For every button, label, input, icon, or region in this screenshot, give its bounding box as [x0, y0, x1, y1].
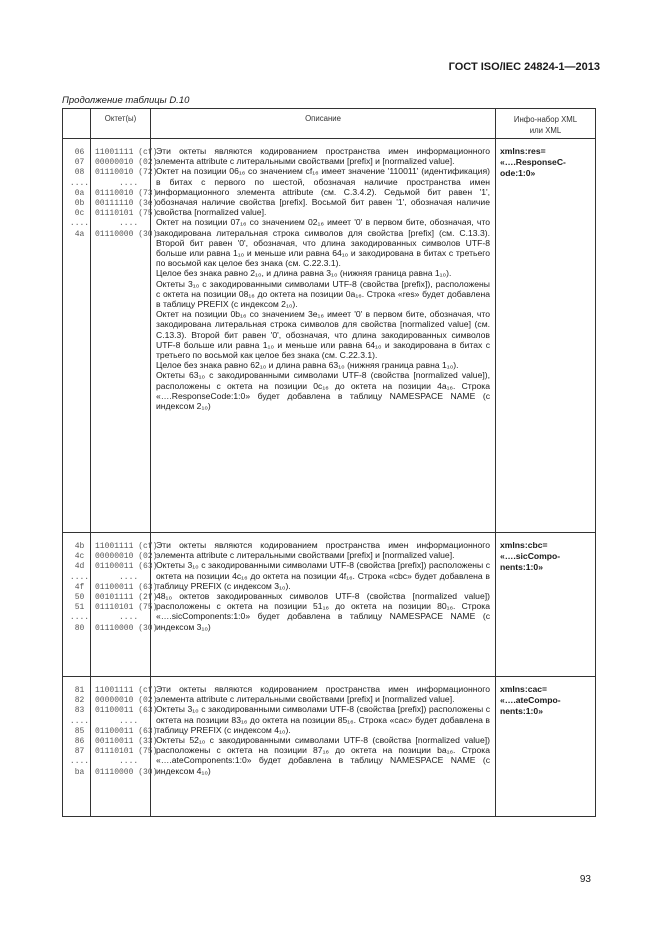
- description-paragraph: Целое без знака равно 2₁₀, и длина равна 3₁₀ (нижняя граница равна 1₁₀).: [156, 268, 452, 279]
- octets-cell: 11001111 (cf) 00000010 (02) 01100011 (63) .... 01100011 (63) 00110011 (33) 01110101 (75) .... 01110000 (30): [91, 677, 151, 817]
- description-paragraph: Октет на позиции 07₁₆ со значением 02₁₆ имеет '0' в первом бите, обозначая, что закодирована литеральная строка символов для свойства [prefix] (см. С.13.3). Второй бит равен '0', обозначая, что длина закодированных символов UTF-8 больше или равна 1₁₀ и меньше или равна 64₁₀ и закодирована в битах с третьего по восьмой как целое без знака (см. С.22.3.1).: [156, 217, 490, 269]
- description-paragraph: Октеты 52₁₀ с закодированными символами UTF-8 (свойства [normalized value]) расположены с октета на позиции 87₁₆ до октета на позиции ba₁₆. Строка «….ateComponents:1:0» будет добавлена в таблицу NAMESPACE NAME (с индексом 4₁₀): [156, 735, 490, 776]
- position-cell: 81 82 83 .... 85 86 87 .... ba: [63, 677, 91, 817]
- header-description: Описание: [151, 109, 496, 139]
- description-cell: [151, 533, 496, 677]
- description-paragraph: Целое без знака равно 62₁₀ и длина равна 63₁₀ (нижняя граница равна 1₁₀).: [156, 360, 459, 371]
- description-cell: [151, 139, 496, 533]
- header-position: [63, 109, 91, 139]
- octets-cell: 11001111 (cf) 00000010 (02) 01100011 (63) .... 01100011 (63) 00101111 (2f) 01110101 (75) .... 01110000 (30): [91, 533, 151, 677]
- description-paragraph: Эти октеты являются кодированием пространства имен информационного элемента attribute с литеральными свойствами [prefix] и [normalized value].: [156, 540, 490, 561]
- document-header: ГОСТ ISO/IEC 24824-1—2013: [448, 61, 600, 73]
- octets-cell: 11001111 (cf) 00000010 (02) 01110010 (72) .... 01110010 (73) 00111110 (3e) 01110101 (75) .... 01110000 (30): [91, 139, 151, 533]
- position-cell: 06 07 08 .... 0a 0b 0c .... 4a: [63, 139, 91, 533]
- description-paragraph: Октет на позиции 0b₁₆ со значением 3e₁₆ имеет '0' в первом бите, обозначая, что закодирована литеральная строка символов для свойства [normalized value] (см. С.13.3). Второй бит равен '0', обозначая, что длина закодированных символов UTF-8 больше или равна 1₁₀ и меньше или равна 64₁₀ и закодирована в битах с третьего по восьмой как целое без знака (см. С.22.3.1).: [156, 309, 490, 361]
- description-paragraph: Эти октеты являются кодированием пространства имен информационного элемента attribute с литеральными свойствами [prefix] и [normalized value].: [156, 146, 490, 167]
- table-caption: Продолжение таблицы D.10: [62, 95, 190, 106]
- xml-infoset-cell: xmlns:res= «….ResponseC- ode:1:0»: [496, 139, 596, 533]
- description-paragraph: Октет на позиции 06₁₆ со значением cf₁₆ имеет значение '110011' (идентификация) в битах с первого по шестой, обозначая наличие пространства имен информационного элемента attribute (см. С.3.4.2). Седьмой бит равен '1', обозначая наличие свойства [prefix]. Восьмой бит равен '1', обозначая наличие свойства [normalized value].: [156, 166, 490, 218]
- table-header-row: [63, 109, 596, 139]
- description-paragraph: Октеты 3₁₀ с закодированными символами UTF-8 (свойства [prefix]), расположены с октета на позиции 08₁₆ до октета на позиции 0a₁₆. Строка «res» будет добавлена в таблицу PREFIX (с индексом 2₁₀).: [156, 278, 490, 310]
- table-row: [63, 677, 596, 817]
- table-row: [63, 139, 596, 533]
- xml-infoset-cell: xmlns:cbc= «….sicCompo- nents:1:0»: [496, 533, 596, 677]
- description-paragraph: Октеты 63₁₀ с закодированными символами UTF-8 (свойства [normalized value]), расположены с октета на позиции 0c₁₆ до октета на позиции 4a₁₆. Строка «….ResponseCode:1:0» будет добавлена в таблицу NAMESPACE NAME (с индексом 2₁₀): [156, 370, 490, 412]
- header-xml-infoset: Инфо-набор XML или XML: [496, 109, 596, 139]
- description-paragraph: Октеты 3₁₀ с закодированными символами UTF-8 (свойства [prefix]) расположены с октета на позиции 4c₁₆ до октета на позиции 4f₁₆. Строка «cbc» будет добавлена в таблицу PREFIX (с индексом 3₁₀).: [156, 560, 490, 591]
- description-paragraph: 48₁₀ октетов закодированных символов UTF-8 (свойства [normalized value]) расположены с октета на позиции 51₁₆ до октета на позиции 80₁₆. Строка «….sicComponents:1:0» будет добавлена в таблицу NAMESPACE NAME (с индексом 3₁₀): [156, 591, 490, 632]
- position-cell: 4b 4c 4d .... 4f 50 51 .... 80: [63, 533, 91, 677]
- description-cell: [151, 677, 496, 817]
- header-octets: Октет(ы): [91, 109, 151, 139]
- table-row: [63, 533, 596, 677]
- description-paragraph: Эти октеты являются кодированием пространства имен информационного элемента attribute с литеральными свойствами [prefix] и [normalized value].: [156, 684, 490, 705]
- description-paragraph: Октеты 3₁₀ с закодированными символами UTF-8 (свойства [prefix]) расположены с октета на позиции 83₁₆ до октета на позиции 85₁₆. Строка «cac» будет добавлена в таблицу PREFIX (с индексом 4₁₀).: [156, 704, 490, 735]
- octet-table: [62, 108, 596, 817]
- page-number: 93: [579, 874, 591, 885]
- xml-infoset-cell: xmlns:cac= «….ateCompo- nents:1:0»: [496, 677, 596, 817]
